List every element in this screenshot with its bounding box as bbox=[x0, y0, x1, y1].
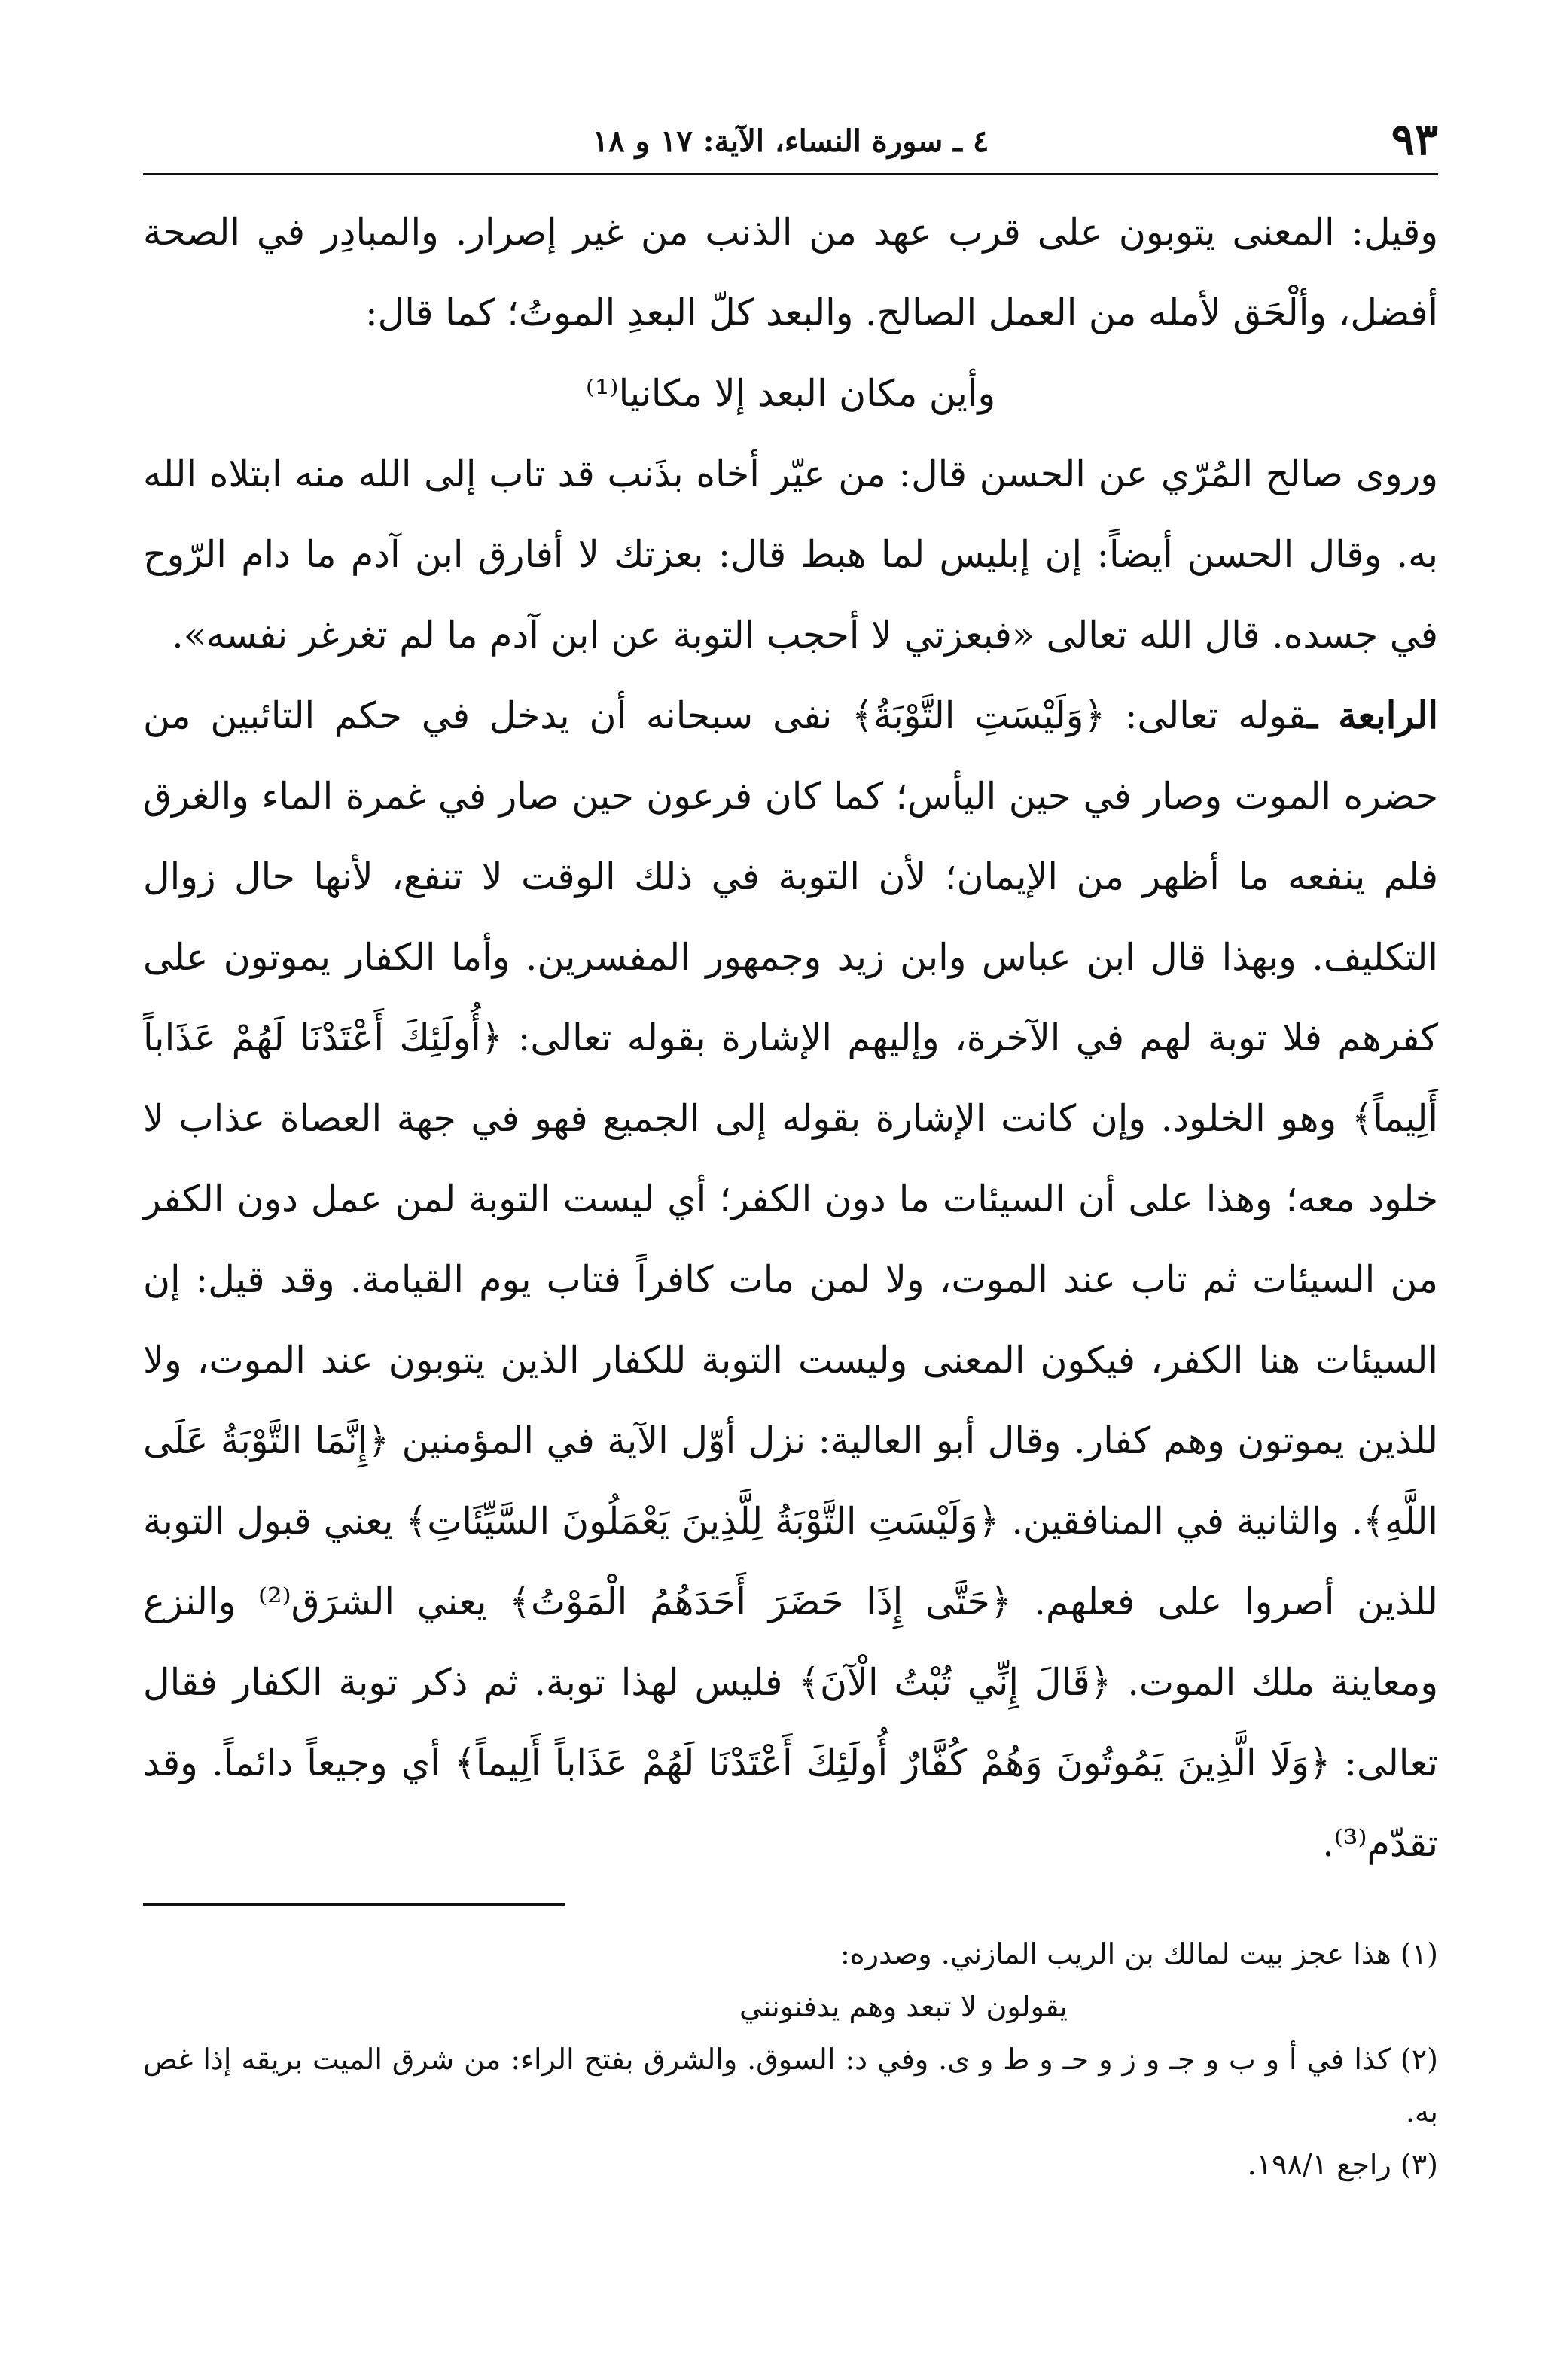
footnote-3: (٣) راجع ١٩٨/١. bbox=[1247, 2148, 1438, 2181]
running-header bbox=[143, 113, 1438, 175]
chapter-title: ٤ ـ سورة النساء، الآية: ١٧ و ١٨ bbox=[592, 123, 989, 159]
paragraph-1: وقيل: المعنى يتوبون على قرب عهد من الذنب من غير إصرار. والمبادِر في الصحة أفضل، وألْحَق لأمله من العمل الصالح. والبعد كلّ البعدِ الموتُ؛ كما قال: bbox=[143, 211, 1438, 334]
footnote-1-poem: يقولون لا تبعد وهم يدفنونني bbox=[739, 1990, 1068, 2023]
paragraph-3-text: قوله تعالى: ﴿وَلَيْسَتِ التَّوْبَةُ﴾ نفى سبحانه أن يدخل في حكم التائبين من حضره الموت وصار في حين اليأس؛ كما كان فرعون حين صار في غمرة الماء والغرق فلم ينفعه ما أظهر من الإيمان؛ لأن التوبة في ذلك الوقت لا تنفع، لأنها حال زوال التكليف. وبهذا قال ابن عباس وابن زيد وجمهور المفسرين. وأما الكفار يموتون على كفرهم فلا توبة لهم في الآخرة، وإليهم الإشارة بقوله تعالى: ﴿أُولَئِكَ أَعْتَدْنَا لَهُمْ عَذَاباً أَلِيماً﴾ وهو الخلود. وإن كانت الإشارة بقوله إلى الجميع فهو في جهة العصاة عذاب لا خلود معه؛ وهذا على أن السيئات ما دون الكفر؛ أي ليست التوبة لمن عمل دون الكفر من السيئات ثم تاب عند الموت، ولا لمن مات كافراً فتاب يوم القيامة. وقد قيل: إن السيئات هنا الكفر، فيكون المعنى وليست التوبة للكفار الذين يتوبون عند الموت، ولا للذين يموتون وهم كفار. وقال أبو العالية: نزل أوّل الآية في المؤمنين ﴿إِنَّمَا التَّوْبَةُ عَلَى اللَّهِ﴾. والثانية في المنافقين. ﴿وَلَيْسَتِ التَّوْبَةُ لِلَّذِينَ يَعْمَلُونَ السَّيِّئَاتِ﴾ يعني قبول التوبة للذين أصروا على فعلهم. ﴿حَتَّى إِذَا حَضَرَ أَحَدَهُمُ الْمَوْتُ﴾ يعني الشرَق⁽²⁾ والنزع ومعاينة ملك الموت. ﴿قَالَ إِنِّي تُبْتُ الْآنَ﴾ فليس لهذا توبة. ثم ذكر توبة الكفار فقال تعالى: ﴿وَلَا الَّذِينَ يَمُوتُونَ وَهُمْ كُفَّارٌ أُولَئِكَ أَعْتَدْنَا لَهُمْ عَذَاباً أَلِيماً﴾ أي وجيعاً دائماً. وقد تقدّم⁽³⁾. bbox=[143, 694, 1438, 1865]
footnote-2: (٢) كذا في أ و ب و جـ و ز و حـ و ط و ى. وفي د: السوق. والشرق بفتح الراء: من شرق الميت بريقه إذا غص به. bbox=[143, 2043, 1438, 2129]
footnote-1: (١) هذا عجز بيت لمالك بن الريب المازني. وصدره: bbox=[840, 1937, 1438, 1970]
footnote-separator bbox=[143, 1903, 565, 1906]
section-lead: الرابعة ـ bbox=[1306, 693, 1439, 737]
main-text bbox=[143, 192, 1438, 1884]
paragraph-2: وروى صالح المُرّي عن الحسن قال: من عيّر أخاه بذَنب قد تاب إلى الله منه ابتلاه الله به. وقال الحسن أيضاً: إن إبليس لما هبط قال: بعزتك لا أفارق ابن آدم ما دام الرّوح في جسده. قال الله تعالى «فبعزتي لا أحجب التوبة عن ابن آدم ما لم تغرغر نفسه». bbox=[143, 453, 1438, 657]
footnotes bbox=[143, 1927, 1438, 2191]
book-page bbox=[143, 113, 1438, 2296]
poetry-verse: وأين مكان البعد إلا مكانيا⁽¹⁾ bbox=[585, 372, 996, 415]
paragraph-3 bbox=[143, 675, 1438, 1884]
page-number: ٩٣ bbox=[1391, 114, 1438, 165]
